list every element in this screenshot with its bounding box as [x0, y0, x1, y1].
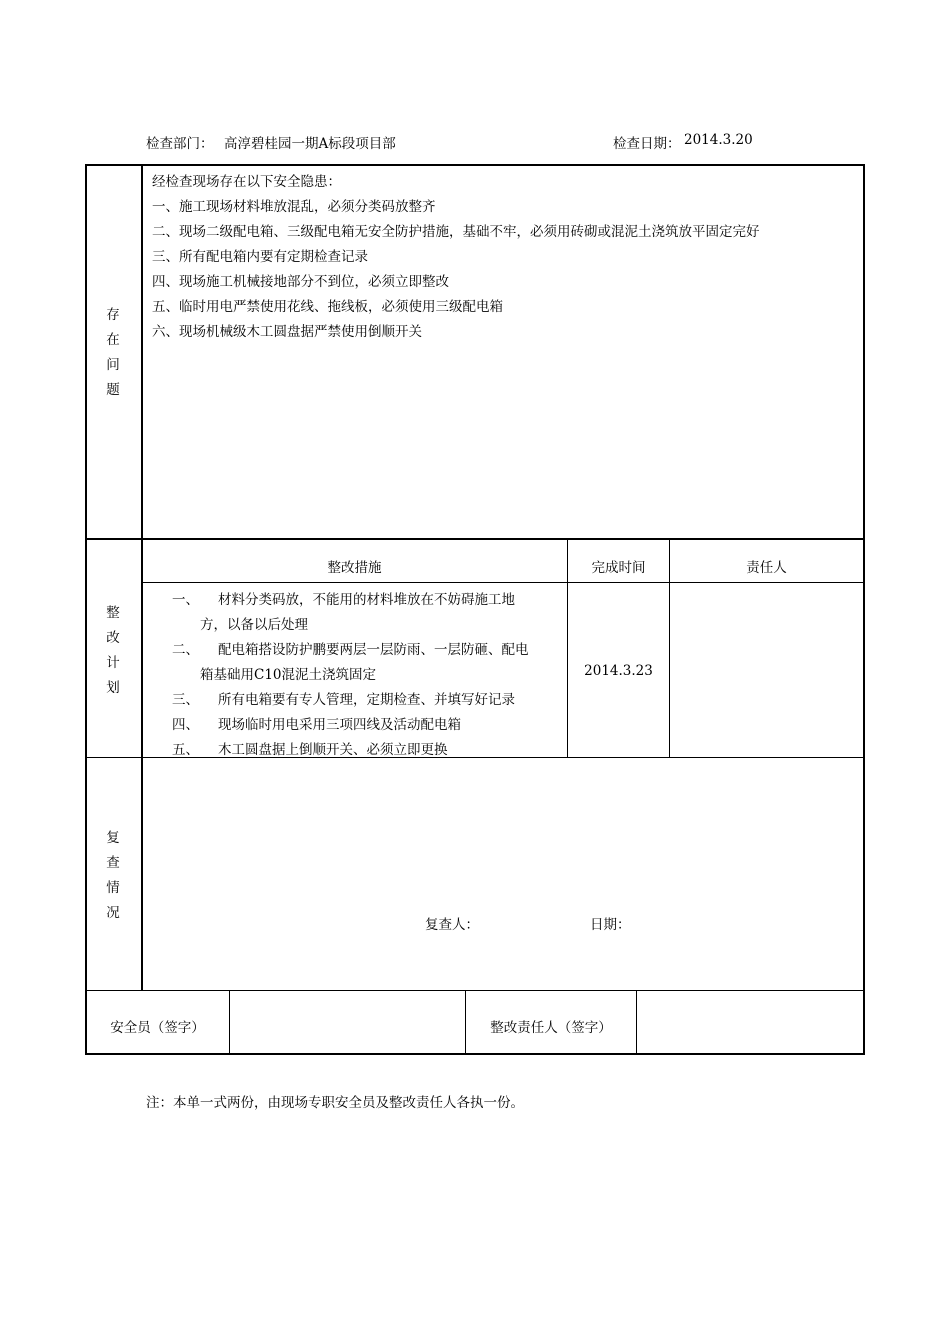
responsible-signature-label: 整改责任人（签字） — [490, 1020, 612, 1036]
safety-officer-signature-field[interactable] — [230, 991, 465, 1053]
issue-item-6: 六、现场机械级木工圆盘据严禁使用倒顺开关 — [152, 324, 422, 340]
plan-completion-time: 2014.3.23 — [584, 663, 653, 679]
plan-item-1-line1: 材料分类码放，不能用的材料堆放在不妨碍施工地 — [218, 592, 515, 608]
inspection-dept-value: 高淳碧桂园一期A标段项目部 — [224, 136, 396, 152]
plan-item-5-line1: 木工圆盘据上倒顺开关、必须立即更换 — [218, 742, 448, 758]
issue-item-1: 一、施工现场材料堆放混乱，必须分类码放整齐 — [152, 199, 436, 215]
footer-note: 注：本单一式两份，由现场专职安全员及整改责任人各执一份。 — [146, 1095, 524, 1111]
table-border-left — [85, 164, 87, 1055]
review-date-label: 日期： — [590, 917, 631, 933]
issue-item-4: 四、现场施工机械接地部分不到位，必须立即整改 — [152, 274, 449, 290]
plan-col-header-person: 责任人 — [746, 560, 787, 576]
issues-intro: 经检查现场存在以下安全隐患： — [152, 174, 341, 190]
issue-item-3: 三、所有配电箱内要有定期检查记录 — [152, 249, 368, 265]
review-section-label: 复 查 情 况 — [106, 830, 120, 921]
row-divider-plan — [85, 757, 865, 758]
issue-item-2: 二、现场二级配电箱、三级配电箱无安全防护措施，基础不牢，必须用砖砌或混泥土浇筑放平固定完好 — [152, 224, 760, 240]
row-divider-issues — [85, 538, 865, 540]
inspection-dept-label: 检查部门： — [146, 136, 214, 152]
plan-col-header-time: 完成时间 — [591, 560, 646, 576]
table-border-bottom — [85, 1053, 865, 1055]
responsible-signature-field[interactable] — [637, 991, 863, 1053]
inspection-date-label: 检查日期： — [613, 136, 681, 152]
reviewer-label: 复查人： — [425, 917, 479, 933]
plan-item-num-1: 一、 — [172, 592, 199, 608]
plan-section-label: 整 改 计 划 — [106, 605, 120, 696]
safety-officer-signature-label: 安全员（签字） — [110, 1020, 205, 1036]
plan-item-num-5: 五、 — [172, 742, 199, 758]
row-divider-plan-header — [141, 582, 865, 583]
label-column-divider — [141, 164, 143, 991]
table-border-top — [85, 164, 865, 166]
plan-item-num-3: 三、 — [172, 692, 199, 708]
plan-item-4-line1: 现场临时用电采用三项四线及活动配电箱 — [218, 717, 461, 733]
plan-item-1-line2: 方，以备以后处理 — [200, 617, 308, 633]
plan-item-3-line1: 所有电箱要有专人管理，定期检查、并填写好记录 — [218, 692, 515, 708]
plan-item-2-line1: 配电箱搭设防护鹏要两层一层防雨、一层防砸、配电 — [218, 642, 529, 658]
issue-item-5: 五、临时用电严禁使用花线、拖线板，必须使用三级配电箱 — [152, 299, 503, 315]
inspection-date-value: 2014.3.20 — [684, 132, 753, 148]
plan-col-header-measures: 整改措施 — [327, 560, 382, 576]
table-border-right — [863, 164, 865, 1055]
plan-item-2-line2: 箱基础用C10混泥土浇筑固定 — [200, 667, 377, 683]
issues-section-label: 存 在 问 题 — [106, 307, 120, 398]
plan-item-num-2: 二、 — [172, 642, 199, 658]
plan-item-num-4: 四、 — [172, 717, 199, 733]
